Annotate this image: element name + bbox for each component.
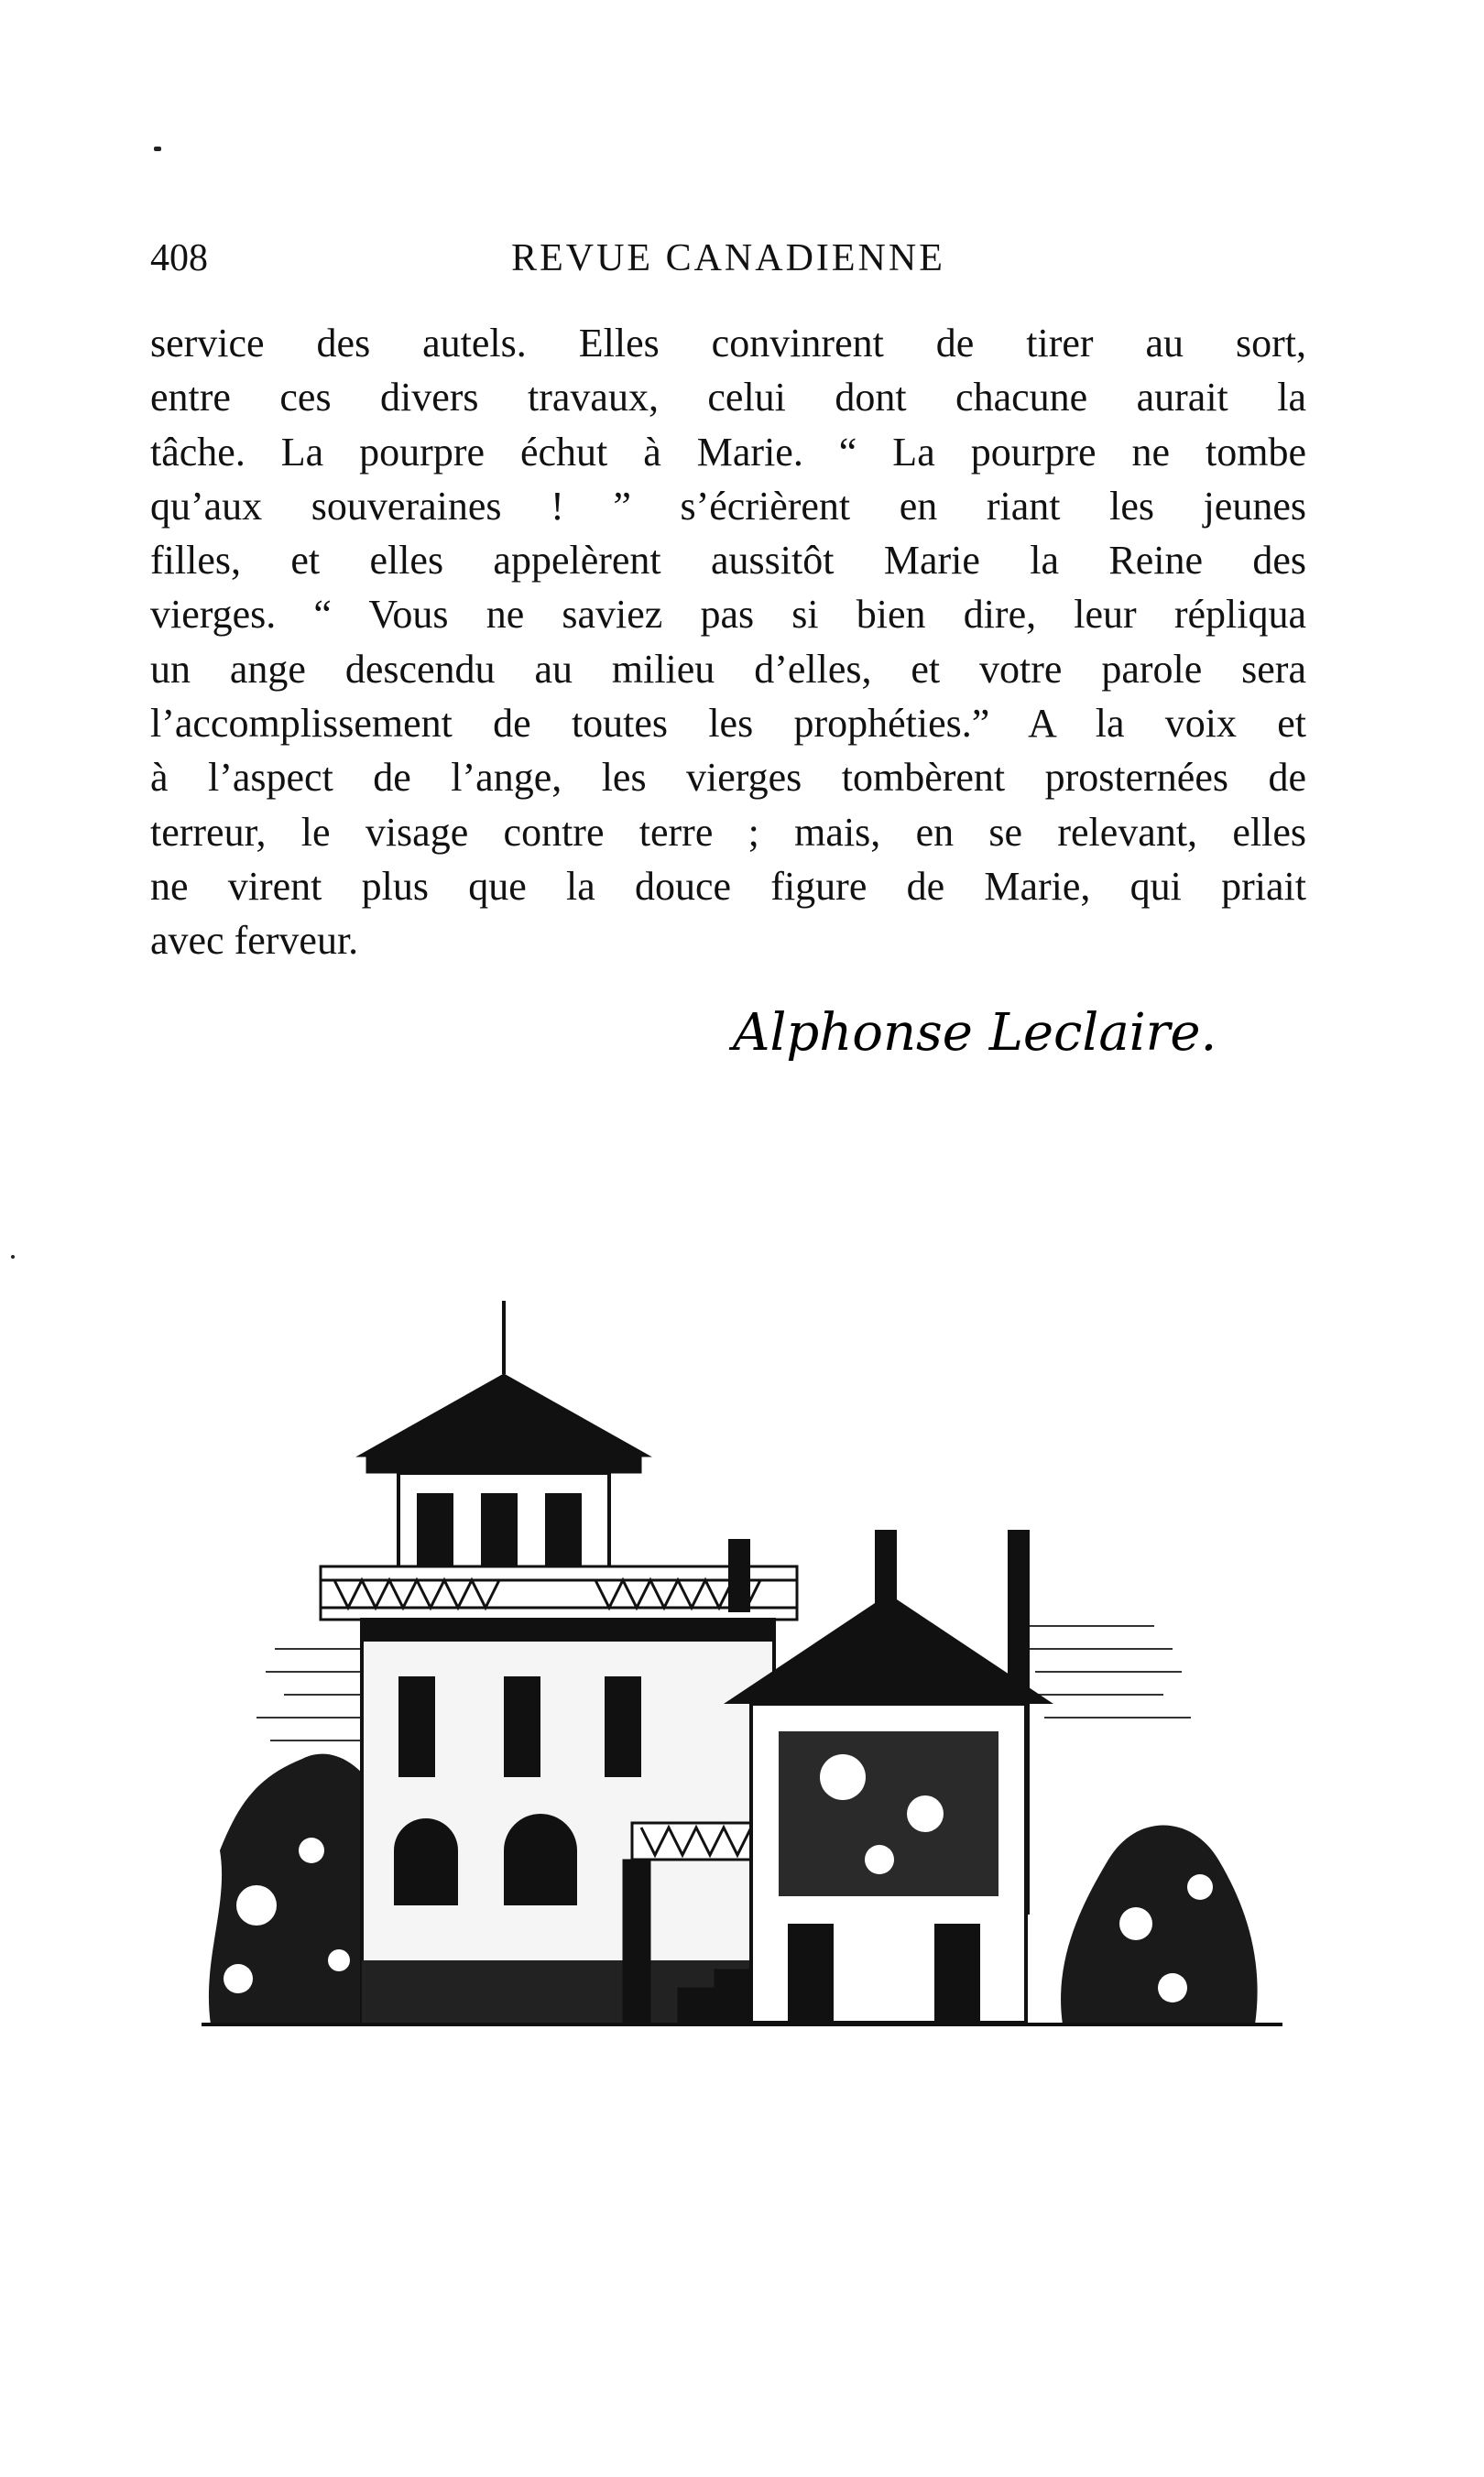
text-line: à l’aspect de l’ange, les vierges tombèrent prosternées de xyxy=(150,755,1306,801)
text-line: avec ferveur. xyxy=(150,918,359,964)
text-line: service des autels. Elles convinrent de tirer au sort, xyxy=(150,321,1306,366)
text-line: entre ces divers travaux, celui dont chacune aurait la xyxy=(150,375,1306,420)
balcony-railing xyxy=(321,1566,797,1620)
text-line: tâche. La pourpre échut à Marie. “ La pourpre ne tombe xyxy=(150,429,1306,475)
text-line: qu’aux souveraines ! ” s’écrièrent en riant les jeunes xyxy=(150,483,1306,529)
running-head: REVUE CANADIENNE xyxy=(511,237,945,279)
ink-speck xyxy=(11,1255,15,1259)
left-tree xyxy=(209,1754,385,2024)
ink-speck xyxy=(154,147,161,151)
text-line: l’accomplissement de toutes les prophéties.” A la voix et xyxy=(150,701,1306,747)
author-signature: Alphonse Leclaire. xyxy=(733,1003,1217,1063)
text-line: filles, et elles appelèrent aussitôt Marie la Reine des xyxy=(150,538,1306,584)
text-line: vierges. “ Vous ne saviez pas si bien dire, leur répliqua xyxy=(150,592,1306,638)
main-building xyxy=(362,1620,774,2023)
text-line: ne virent plus que la douce figure de Marie, qui priait xyxy=(150,863,1306,909)
tower-roof xyxy=(357,1301,650,1473)
text-line: terreur, le visage contre terre ; mais, en se relevant, elles xyxy=(150,809,1306,855)
page-header xyxy=(150,236,1306,291)
body-text xyxy=(150,316,1306,968)
text-line: un ange descendu au milieu d’elles, et votre parole sera xyxy=(150,646,1306,692)
right-tree xyxy=(1061,1826,1258,2025)
page-number: 408 xyxy=(150,237,208,279)
house-engraving xyxy=(202,1264,1282,2052)
